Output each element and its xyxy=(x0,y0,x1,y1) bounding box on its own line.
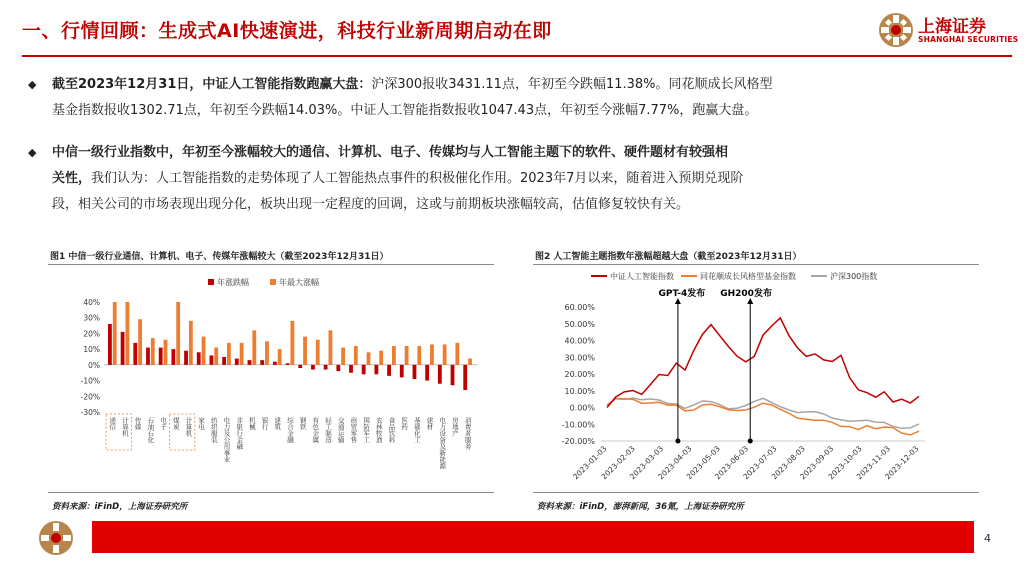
bar-annual-change xyxy=(400,365,404,378)
y-tick-label: 30.00% xyxy=(564,353,595,363)
x-category-label: 房地产 xyxy=(450,417,459,437)
x-tick-label: 2023-11-03 xyxy=(854,444,893,482)
bar-annual-change xyxy=(146,348,150,365)
bar-max-change xyxy=(151,338,155,365)
bar-max-change xyxy=(125,302,129,365)
diamond-bullet-icon: ◆ xyxy=(28,146,37,159)
bar-max-change xyxy=(202,337,206,365)
y-tick-label: 10.00% xyxy=(564,386,595,396)
title-divider xyxy=(22,55,1012,57)
bar-max-change xyxy=(252,330,256,365)
legend-label: 年涨跌幅 xyxy=(217,278,249,287)
figure2-bottom-rule xyxy=(533,492,979,493)
bar-max-change xyxy=(290,321,294,365)
y-tick-label: 0.00% xyxy=(569,403,595,413)
bullet-paragraph-2 xyxy=(28,140,978,218)
series-line xyxy=(607,399,919,435)
x-tick-label: 2023-09-03 xyxy=(798,444,836,482)
x-category-label: 轻工制造 xyxy=(324,417,333,443)
bullet-paragraph-1 xyxy=(28,72,978,124)
bar-annual-change xyxy=(171,349,175,365)
bar-max-change xyxy=(278,349,282,365)
bar-annual-change xyxy=(222,357,226,365)
page-title: 一、行情回顾：生成式AI快速演进，科技行业新周期启动在即 xyxy=(22,20,552,42)
bar-annual-change xyxy=(210,355,214,364)
bar-max-change xyxy=(303,337,307,365)
y-tick-label: -10% xyxy=(80,376,100,386)
bullet-text-continued: 基金指数报收1302.71点，年初至今跌幅14.03%。中证人工智能指数报收1047.43点，年初至今涨幅7.77%，跑赢大盘。 xyxy=(52,103,758,118)
x-tick-label: 2023-10-03 xyxy=(826,444,864,482)
x-category-label: 传媒 xyxy=(133,417,142,430)
x-category-label: 交通运输 xyxy=(336,417,345,443)
x-category-label: 纺织服装 xyxy=(209,417,218,443)
legend-swatch xyxy=(270,279,276,285)
x-tick-label: 2023-05-03 xyxy=(684,444,722,482)
logo-text: 上海证券 xyxy=(918,17,986,37)
bar-max-change xyxy=(164,340,168,365)
company-logo xyxy=(878,10,1018,54)
y-tick-label: -30% xyxy=(80,408,100,417)
legend-label: 沪深300指数 xyxy=(830,272,878,281)
y-tick-label: 20.00% xyxy=(564,370,595,379)
y-tick-label: 0% xyxy=(88,360,100,370)
x-category-label: 消费者服务 xyxy=(463,417,472,450)
y-tick-label: -10.00% xyxy=(561,420,595,430)
page-number: 4 xyxy=(984,532,991,545)
bar-annual-change xyxy=(413,365,417,379)
bar-annual-change xyxy=(184,351,188,365)
bar-annual-change xyxy=(438,365,442,384)
x-category-label: 机械 xyxy=(247,417,256,430)
y-tick-label: 20% xyxy=(83,329,100,339)
x-tick-label: 2023-07-03 xyxy=(741,444,779,482)
bar-annual-change xyxy=(235,359,239,365)
bar-max-change xyxy=(138,319,142,365)
figure1-title: 图1 中信一级行业通信、计算机、电子、传媒年涨幅较大（截至2023年12月31日） xyxy=(50,252,389,262)
x-category-label: 医药 xyxy=(400,417,409,430)
bar-max-change xyxy=(392,346,396,365)
bar-max-change xyxy=(443,344,447,364)
bar-annual-change xyxy=(108,324,112,365)
x-category-label: 食品饮料 xyxy=(387,417,396,443)
bar-annual-change xyxy=(374,365,378,374)
figure2-top-rule xyxy=(533,264,979,265)
bar-max-change xyxy=(430,344,434,364)
x-tick-label: 2023-12-03 xyxy=(883,444,921,482)
x-category-label: 非银行金融 xyxy=(235,417,244,450)
bar-annual-change xyxy=(248,360,252,365)
bar-annual-change xyxy=(286,363,290,365)
legend-label: 年最大涨幅 xyxy=(279,278,319,287)
bar-max-change xyxy=(113,302,117,365)
x-tick-label: 2023-04-03 xyxy=(656,444,694,482)
figure1-top-rule xyxy=(48,264,494,265)
x-category-label: 建材 xyxy=(425,417,434,430)
x-tick-label: 2023-06-03 xyxy=(713,444,751,482)
bar-annual-change xyxy=(451,365,455,385)
bar-chart xyxy=(48,266,498,491)
y-tick-label: 10% xyxy=(83,345,100,355)
y-tick-label: 50.00% xyxy=(564,319,595,329)
y-tick-label: -20% xyxy=(80,392,100,402)
annotation-label: GPT-4发布 xyxy=(658,289,706,299)
x-category-label: 有色金属 xyxy=(311,417,320,443)
legend-swatch xyxy=(208,279,214,285)
bar-annual-change xyxy=(425,365,429,381)
bar-max-change xyxy=(354,346,358,365)
annotation-label: GH200发布 xyxy=(720,289,772,299)
figure1-source: 资料来源：iFinD，上海证券研究所 xyxy=(52,502,188,512)
bar-annual-change xyxy=(387,365,391,376)
x-category-label: 农林牧渔 xyxy=(374,417,383,443)
x-category-label: 商贸零售 xyxy=(349,417,358,443)
y-tick-label: -20.00% xyxy=(561,437,595,446)
figure2-source: 资料来源：iFinD，澎湃新闻，36氪，上海证券研究所 xyxy=(537,502,744,512)
legend-label: 中证人工智能指数 xyxy=(610,272,674,281)
bullet-text: 沪深300报收3431.11点，年初至今跌幅11.38%。同花顺成长风格型 xyxy=(371,77,773,92)
bar-max-change xyxy=(176,302,180,365)
bar-max-change xyxy=(468,359,472,365)
x-category-label: 建筑 xyxy=(273,417,282,430)
bullet-lead: 中信一级行业指数中，年初至今涨幅较大的通信、计算机、电子、传媒均与人工智能主题下的软件、硬件题材有较强相 xyxy=(52,145,729,160)
bar-max-change xyxy=(405,346,409,365)
x-category-label: 基础化工 xyxy=(412,417,421,443)
annotation-marker xyxy=(675,439,680,444)
bar-annual-change xyxy=(273,362,277,365)
line-chart xyxy=(533,266,983,491)
logo-subtext: SHANGHAI SECURITIES xyxy=(918,35,1019,44)
bar-annual-change xyxy=(121,332,125,365)
x-category-label: 综合金融 xyxy=(285,417,294,443)
bar-max-change xyxy=(379,351,383,365)
x-category-label: 通信 xyxy=(108,417,117,430)
bullet-lead: 截至2023年12月31日，中证人工智能指数跑赢大盘： xyxy=(52,77,372,92)
bar-max-change xyxy=(316,340,320,365)
bar-max-change xyxy=(417,346,421,365)
x-category-label: 家电 xyxy=(197,417,206,430)
bar-max-change xyxy=(329,330,333,365)
footer-logo-icon xyxy=(38,520,74,556)
bar-annual-change xyxy=(133,343,137,365)
bar-annual-change xyxy=(260,360,264,365)
x-tick-label: 2023-02-03 xyxy=(599,444,637,482)
series-line xyxy=(607,318,919,408)
bar-annual-change xyxy=(197,352,201,365)
x-category-label: 电力及公用事业 xyxy=(222,417,231,463)
figure1-bottom-rule xyxy=(48,492,494,493)
bar-annual-change xyxy=(463,365,467,390)
x-tick-label: 2023-08-03 xyxy=(769,444,807,482)
bar-annual-change xyxy=(349,365,353,373)
x-category-label: 计算机 xyxy=(184,417,193,437)
bar-max-change xyxy=(367,352,371,365)
bar-max-change xyxy=(189,321,193,365)
x-category-label: 国防军工 xyxy=(362,417,371,443)
bar-max-change xyxy=(455,343,459,365)
figure2-title: 图2 人工智能主题指数年涨幅超越大盘（截至2023年12月31日） xyxy=(535,252,802,262)
bar-annual-change xyxy=(159,348,163,365)
bar-max-change xyxy=(227,343,231,365)
bar-max-change xyxy=(265,341,269,365)
x-category-label: 计算机 xyxy=(120,417,129,437)
bar-annual-change xyxy=(298,365,302,368)
y-tick-label: 30% xyxy=(83,313,100,323)
bullet-text-continued: 段，相关公司的市场表现出现分化，板块出现一定程度的回调，这或与前期板块涨幅较高，估值修复较快有关。 xyxy=(52,197,690,212)
x-category-label: 钢铁 xyxy=(298,417,307,430)
x-category-label: 石油石化 xyxy=(146,417,155,443)
x-category-label: 煤炭 xyxy=(171,417,180,430)
y-tick-label: 40.00% xyxy=(564,336,595,346)
bar-annual-change xyxy=(324,365,328,370)
x-category-label: 银行 xyxy=(260,417,269,430)
y-tick-label: 60.00% xyxy=(564,303,595,312)
annotation-marker xyxy=(748,439,753,444)
bar-annual-change xyxy=(336,365,340,371)
bar-max-change xyxy=(214,348,218,365)
x-category-label: 电力设备及新能源 xyxy=(438,417,447,469)
x-tick-label: 2023-03-03 xyxy=(627,444,666,482)
x-category-label: 电子 xyxy=(159,417,168,430)
footer-bar xyxy=(92,521,974,553)
bar-annual-change xyxy=(362,365,366,374)
legend-label: 同花顺成长风格型基金指数 xyxy=(700,272,796,281)
diamond-bullet-icon: ◆ xyxy=(28,78,37,91)
bar-annual-change xyxy=(311,365,315,370)
y-tick-label: 40% xyxy=(83,298,100,307)
logo-seal-icon xyxy=(878,12,914,48)
bar-max-change xyxy=(341,348,345,365)
bullet-lead-continued: 关性， xyxy=(52,171,92,186)
x-tick-label: 2023-01-03 xyxy=(571,444,609,482)
bar-max-change xyxy=(240,343,244,365)
bullet-text: 我们认为：人工智能指数的走势体现了人工智能热点事件的积极催化作用。2023年7月以来，随着进入预期兑现阶 xyxy=(91,171,744,186)
